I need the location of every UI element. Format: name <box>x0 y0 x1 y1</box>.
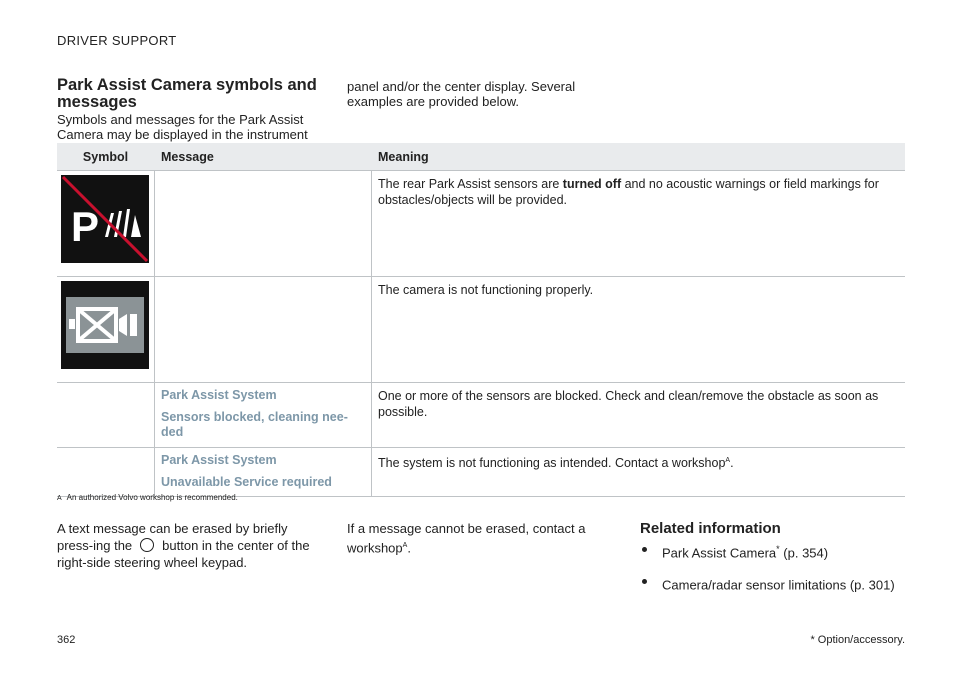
table-row <box>57 171 905 277</box>
message-cell <box>155 448 372 497</box>
footnote-reference: A <box>725 457 731 464</box>
contact-punctuation: . <box>407 540 411 556</box>
meaning-cell: One or more of the sensors are blocked. Check and clean/remove the obstacle as soon as possible. <box>372 383 906 448</box>
camera-malfunction-icon <box>61 281 149 369</box>
meaning-cell <box>372 448 906 497</box>
erase-text-start: A text message can be erased by briefly press-ing the <box>57 521 288 553</box>
related-heading: Related information <box>640 520 781 537</box>
related-page-ref: (p. 301) <box>846 577 895 593</box>
message-cell <box>155 383 372 448</box>
message-system-name: Park Assist System <box>161 453 277 467</box>
symbol-cell <box>57 448 155 497</box>
related-list <box>640 541 920 594</box>
related-link-sensor-limitations[interactable] <box>640 573 920 593</box>
footnote-mark: A <box>57 495 62 502</box>
page-number: 362 <box>57 634 76 646</box>
message-status: Sensors blocked, cleaning nee-ded <box>161 410 348 439</box>
column-header-symbol: Symbol <box>57 143 155 171</box>
meaning-text: The system is not functioning as intended. Contact a workshop <box>378 456 726 471</box>
symbol-cell <box>57 383 155 448</box>
section-header: DRIVER SUPPORT <box>57 33 177 48</box>
erase-instructions <box>57 520 327 571</box>
footnote-text: An authorized Volvo workshop is recommended. <box>66 493 238 502</box>
park-assist-off-icon <box>61 175 149 263</box>
related-page-ref: (p. 354) <box>779 545 829 561</box>
meaning-cell: The camera is not functioning properly. <box>372 277 906 383</box>
option-star: * <box>776 544 780 554</box>
related-link-text[interactable]: Camera/radar sensor limitations <box>662 577 847 593</box>
symbols-messages-table <box>57 143 905 497</box>
circle-button-icon <box>140 538 154 552</box>
table-row <box>57 448 905 497</box>
intro-text-part2: panel and/or the center display. Several examples are provided below. <box>347 79 576 109</box>
contact-workshop-text <box>347 520 597 556</box>
symbol-cell <box>57 277 155 383</box>
symbol-cell <box>57 171 155 277</box>
related-link-park-assist-camera[interactable] <box>640 541 920 561</box>
footnote-reference: A <box>402 542 408 549</box>
footnote <box>57 493 238 502</box>
message-cell <box>155 171 372 277</box>
page-title: Park Assist Camera symbols and messages <box>57 76 317 111</box>
related-information <box>640 520 920 606</box>
contact-text: If a message cannot be erased, contact a workshop <box>347 521 586 556</box>
column-header-message: Message <box>155 143 372 171</box>
table-row <box>57 277 905 383</box>
meaning-emphasis: turned off <box>562 177 622 191</box>
related-link-text[interactable]: Park Assist Camera <box>662 545 777 561</box>
message-system-name: Park Assist System <box>161 388 277 402</box>
table-header-row <box>57 143 905 171</box>
meaning-punctuation: . <box>730 456 734 471</box>
svg-text:P: P <box>71 203 100 250</box>
meaning-cell <box>372 171 906 277</box>
meaning-text: and no acoustic warnings or field markings for obstacles/objects will be provided. <box>378 177 879 207</box>
meaning-text: The rear Park Assist sensors are <box>378 177 563 191</box>
intro-text-part1: Symbols and messages for the Park Assist Camera may be displayed in the instrument <box>57 112 308 142</box>
table-row <box>57 383 905 448</box>
option-accessory-note: * Option/accessory. <box>810 634 905 646</box>
column-header-meaning: Meaning <box>372 143 906 171</box>
message-status: Unavailable Service required <box>161 475 332 489</box>
message-cell <box>155 277 372 383</box>
erase-text-end: button in the center of the right-side steering wheel keypad. <box>57 538 310 570</box>
